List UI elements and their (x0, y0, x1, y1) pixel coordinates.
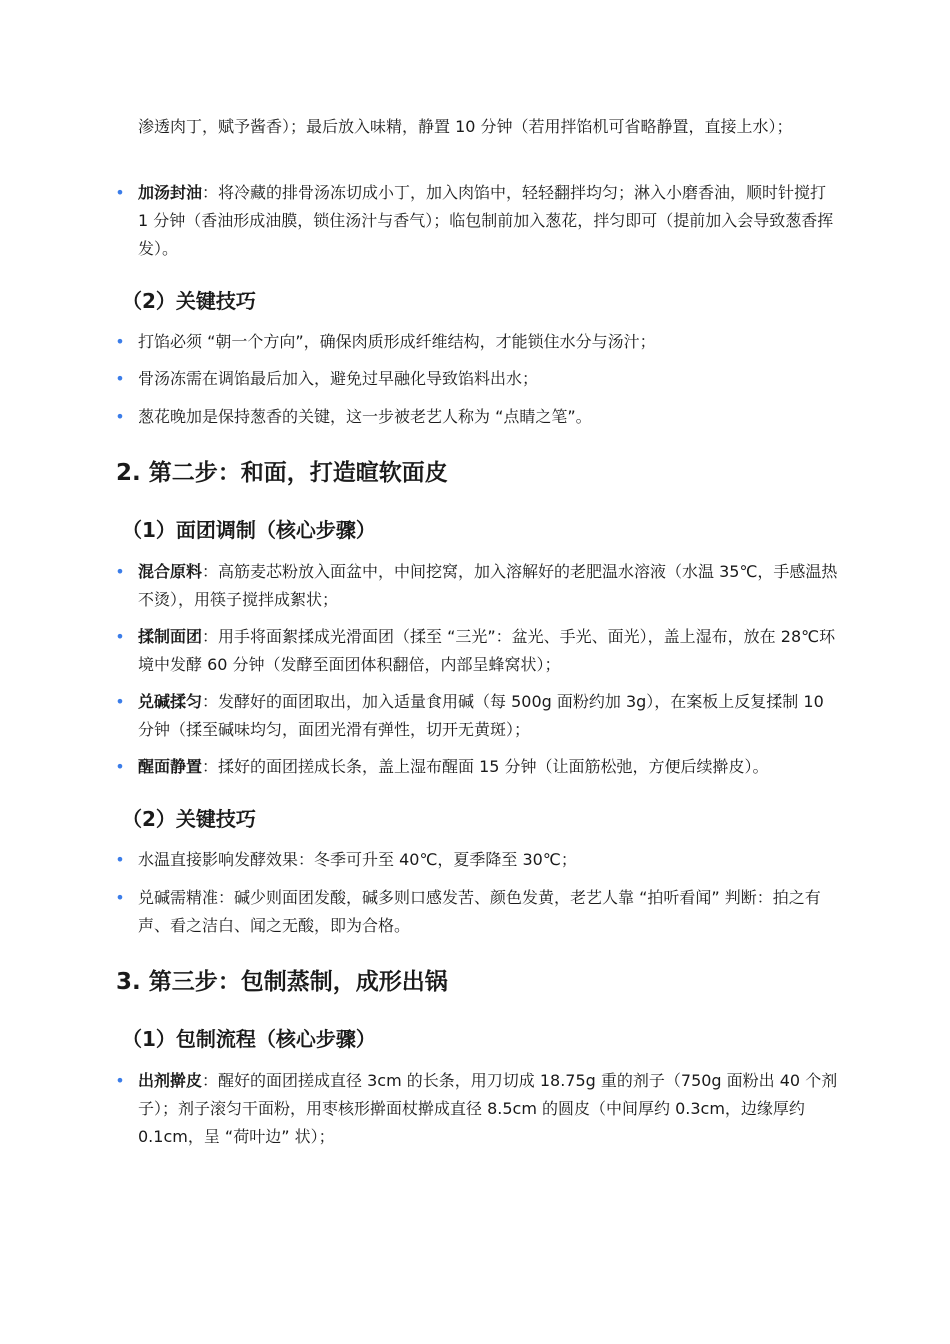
bullet-icon: • (115, 1071, 125, 1090)
section-subheading: （1）面团调制（核心步骤） (122, 518, 376, 542)
bullet-icon: • (115, 757, 125, 776)
bullet-icon: • (115, 888, 125, 907)
item-text: ：揉好的面团搓成长条，盖上湿布醒面 15 分钟（让面筋松弛，方便后续擀皮）。 (202, 757, 769, 776)
item-text: 打馅必须 “朝一个方向”，确保肉质形成纤维结构，才能锁住水分与汤汁； (138, 332, 656, 351)
list-item (115, 179, 838, 263)
item-title: 兑碱揉匀 (138, 692, 203, 711)
item-text: 兑碱需精准：碱少则面团发酸，碱多则口感发苦、颜色发黄，老艺人靠 “拍听看闻” 判断：拍之有声、看之洁白、闻之无酸，即为合格。 (138, 888, 821, 935)
item-text: ：发酵好的面团取出，加入适量食用碱（每 500g 面粉约加 3g），在案板上反复揉制 10 分钟（揉至碱味均匀，面团光滑有弹性，切开无黄斑）； (138, 692, 824, 739)
list-item (115, 1067, 838, 1151)
paragraph-continuation: 渗透肉丁，赋予酱香）；最后放入味精，静置 10 分钟（若用拌馅机可省略静置，直接上水）； (138, 117, 793, 136)
bullet-icon: • (115, 332, 125, 351)
list-item (115, 365, 838, 393)
list-item (115, 403, 838, 431)
section-subheading: （2）关键技巧 (122, 289, 256, 313)
bullet-icon: • (115, 850, 125, 869)
section-heading: 3. 第三步：包制蒸制，成形出锅 (116, 969, 448, 995)
item-text: ：醒好的面团搓成直径 3cm 的长条，用刀切成 18.75g 重的剂子（750g 面粉出 40 个剂子）；剂子滚匀干面粉，用枣核形擀面杖擀成直径 8.5cm 的圆皮（中间厚约 0.3cm，边缘厚约 0.1cm，呈 “荷叶边” 状）； (138, 1071, 838, 1146)
bullet-icon: • (115, 183, 125, 202)
item-title: 混合原料 (138, 562, 203, 581)
list-item (115, 623, 838, 679)
item-text: 葱花晚加是保持葱香的关键，这一步被老艺人称为 “点睛之笔”。 (138, 407, 592, 426)
list-item (115, 328, 838, 356)
list-item (115, 846, 838, 874)
bullet-icon: • (115, 369, 125, 388)
bullet-icon: • (115, 562, 125, 581)
section-heading: 2. 第二步：和面，打造暄软面皮 (116, 460, 448, 486)
item-title: 加汤封油 (138, 183, 203, 202)
bullet-icon: • (115, 692, 125, 711)
list-item (115, 688, 838, 744)
item-text: ：高筋麦芯粉放入面盆中，中间挖窝，加入溶解好的老肥温水溶液（水温 35℃，手感温热不烫），用筷子搅拌成絮状； (138, 562, 838, 609)
item-text: ：用手将面絮揉成光滑面团（揉至 “三光”：盆光、手光、面光），盖上湿布，放在 28℃环境中发酵 60 分钟（发酵至面团体积翻倍，内部呈蜂窝状）； (138, 627, 836, 674)
item-text: 水温直接影响发酵效果：冬季可升至 40℃，夏季降至 30℃； (138, 850, 577, 869)
list-item (115, 753, 838, 781)
item-text: ：将冷藏的排骨汤冻切成小丁，加入肉馅中，轻轻翻拌均匀；淋入小磨香油，顺时针搅打 1 分钟（香油形成油膜，锁住汤汁与香气）；临包制前加入葱花，拌匀即可（提前加入会导致葱香挥发）。 (138, 183, 834, 258)
item-title: 揉制面团 (138, 627, 203, 646)
section-subheading: （1）包制流程（核心步骤） (122, 1027, 376, 1051)
item-text: 骨汤冻需在调馅最后加入，避免过早融化导致馅料出水； (138, 369, 539, 388)
list-item (115, 558, 838, 614)
bullet-icon: • (115, 627, 125, 646)
bullet-icon: • (115, 407, 125, 426)
section-subheading: （2）关键技巧 (122, 807, 256, 831)
item-title: 出剂擀皮 (138, 1071, 203, 1090)
list-item (115, 884, 838, 940)
item-title: 醒面静置 (138, 757, 203, 776)
